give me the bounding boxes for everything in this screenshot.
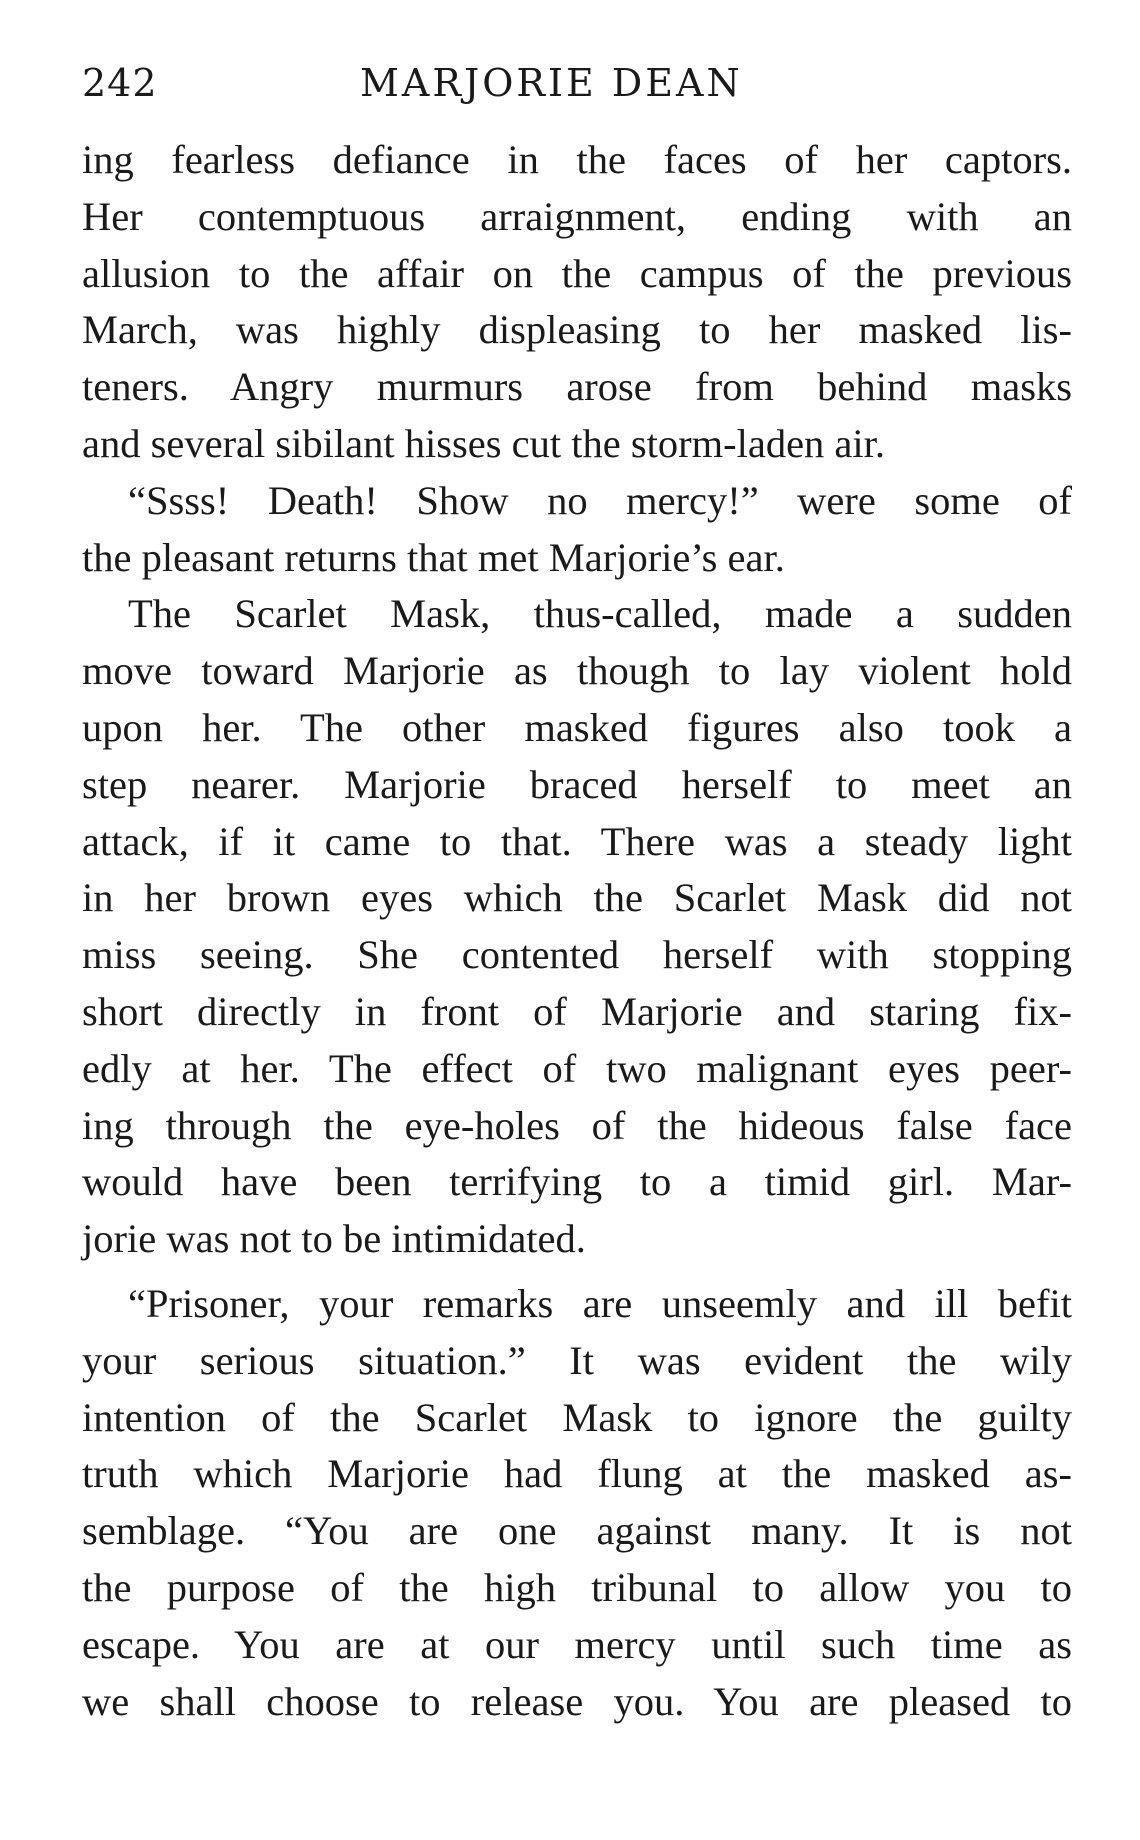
text-line: semblage. “You are one against many. It is not — [82, 1508, 1072, 1554]
text-line: and several sibilant hisses cut the storm-laden air. — [82, 420, 886, 466]
text-line: “Ssss! Death! Show no mercy!” were some of — [128, 477, 1072, 523]
text-line: the pleasant returns that met Marjorie’s ear. — [82, 534, 785, 580]
paragraph — [82, 132, 1072, 473]
text-line: intention of the Scarlet Mask to ignore the guilty — [82, 1394, 1072, 1440]
text-line: your serious situation.” It was evident the wily — [82, 1337, 1072, 1383]
text-line: upon her. The other masked figures also took a — [82, 704, 1072, 750]
page-number: 242 — [82, 61, 158, 105]
paragraph — [82, 473, 1072, 587]
text-line: The Scarlet Mask, thus-called, made a sudden — [128, 591, 1072, 637]
running-head — [82, 50, 1072, 116]
text-line: in her brown eyes which the Scarlet Mask did not — [82, 875, 1072, 921]
text-line: ing through the eye-holes of the hideous false face — [82, 1102, 1072, 1148]
text-line: we shall choose to release you. You are pleased to — [82, 1678, 1072, 1724]
text-line: allusion to the affair on the campus of the previous — [82, 250, 1072, 296]
text-line: truth which Marjorie had flung at the masked as- — [82, 1451, 1072, 1497]
book-page — [82, 50, 1072, 1820]
running-title: MARJORIE DEAN — [360, 61, 743, 105]
text-line: ing fearless defiance in the faces of her captors. — [82, 137, 1072, 182]
paragraph — [82, 1276, 1072, 1730]
text-line: edly at her. The effect of two malignant eyes peer- — [82, 1045, 1072, 1091]
text-line: “Prisoner, your remarks are unseemly and ill befit — [128, 1280, 1072, 1326]
text-line: the purpose of the high tribunal to allow you to — [82, 1564, 1072, 1610]
text-line: step nearer. Marjorie braced herself to meet an — [82, 761, 1072, 807]
text-line: attack, if it came to that. There was a steady light — [82, 818, 1072, 864]
text-line: March, was highly displeasing to her masked lis- — [82, 307, 1072, 353]
text-line: teners. Angry murmurs arose from behind masks — [82, 364, 1072, 410]
text-line: move toward Marjorie as though to lay violent hold — [82, 648, 1072, 694]
text-line: Her contemptuous arraignment, ending with an — [82, 193, 1072, 239]
paragraph — [82, 586, 1072, 1268]
text-line: miss seeing. She contented herself with stopping — [82, 932, 1072, 978]
text-line: would have been terrifying to a timid girl. Mar- — [82, 1159, 1072, 1205]
text-line: short directly in front of Marjorie and staring fix- — [82, 988, 1072, 1034]
text-line: escape. You are at our mercy until such time as — [82, 1621, 1072, 1667]
body-text — [82, 132, 1072, 1730]
text-line: jorie was not to be intimidated. — [82, 1216, 586, 1262]
